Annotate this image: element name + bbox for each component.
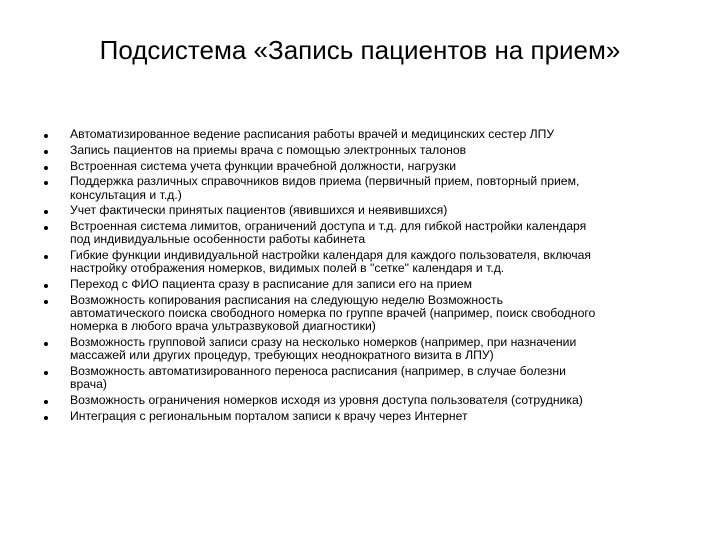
bullet-text: Встроенная система учета функции врачебной должности, нагрузки bbox=[70, 158, 457, 173]
bullet-item-6 bbox=[40, 220, 700, 246]
bullet-dot-icon bbox=[44, 371, 48, 375]
bullet-dot-icon bbox=[44, 300, 48, 304]
bullet-dot-icon bbox=[44, 134, 48, 138]
bullet-item-3 bbox=[40, 160, 700, 173]
bullet-dot-icon bbox=[44, 284, 48, 288]
bullet-text: Возможность ограничения номерков исходя из уровня доступа пользователя (сотрудника) bbox=[70, 393, 583, 408]
bullet-dot-icon bbox=[44, 181, 48, 185]
bullet-text: Возможность групповой записи сразу на несколько номерков (например, при назначении массажей или других процедур, требующих неоднократного визита в ЛПУ) bbox=[70, 335, 577, 363]
bullet-dot-icon bbox=[44, 416, 48, 420]
slide-title: Подсистема «Запись пациентов на прием» bbox=[99, 35, 621, 65]
bullet-dot-icon bbox=[44, 150, 48, 154]
bullet-text: Переход с ФИО пациента сразу в расписание для записи его на прием bbox=[70, 277, 473, 292]
bullet-text: Автоматизированное ведение расписания работы врачей и медицинских сестер ЛПУ bbox=[70, 127, 555, 141]
bullet-item-7 bbox=[40, 249, 700, 275]
bullet-dot-icon bbox=[44, 342, 48, 346]
bullet-item-9 bbox=[40, 294, 700, 334]
bullet-item-13 bbox=[40, 410, 700, 423]
bullet-dot-icon bbox=[44, 255, 48, 259]
bullet-item-11 bbox=[40, 365, 700, 391]
bullet-item-2 bbox=[40, 144, 700, 157]
bullet-text: Возможность автоматизированного переноса расписания (например, в случае болезни врача) bbox=[70, 364, 566, 392]
bullet-item-10 bbox=[40, 336, 700, 362]
bullet-text: Поддержка различных справочников видов приема (первичный прием, повторный прием, консультация и т.д.) bbox=[70, 174, 580, 202]
bullet-list bbox=[40, 128, 700, 426]
bullet-item-5 bbox=[40, 204, 700, 217]
bullet-item-1 bbox=[40, 128, 700, 141]
bullet-item-8 bbox=[40, 278, 700, 291]
bullet-text: Гибкие функции индивидуальной настройки календаря для каждого пользователя, включая настройку отображения номерков, видимых полей в "сетке" календаря и т.д. bbox=[70, 248, 591, 276]
bullet-dot-icon bbox=[44, 210, 48, 214]
bullet-text: Встроенная система лимитов, ограничений доступа и т.д. для гибкой настройки календаря под индивидуальные особенности работы кабинета bbox=[70, 219, 587, 247]
bullet-dot-icon bbox=[44, 166, 48, 170]
bullet-dot-icon bbox=[44, 400, 48, 404]
bullet-item-4 bbox=[40, 175, 700, 201]
bullet-text: Учет фактически принятых пациентов (явившихся и неявившихся) bbox=[70, 203, 448, 218]
bullet-dot-icon bbox=[44, 226, 48, 230]
bullet-text: Интеграция с региональным порталом записи к врачу через Интернет bbox=[70, 408, 468, 423]
bullet-text: Возможность копирования расписания на следующую неделю Возможность автоматического поиска свободного номерка по группе врачей (например, поиск свободного номерка в любого врача ультразвуковой диагностики) bbox=[70, 292, 596, 334]
bullet-item-12 bbox=[40, 394, 700, 407]
bullet-text: Запись пациентов на приемы врача с помощью электронных талонов bbox=[70, 142, 467, 157]
